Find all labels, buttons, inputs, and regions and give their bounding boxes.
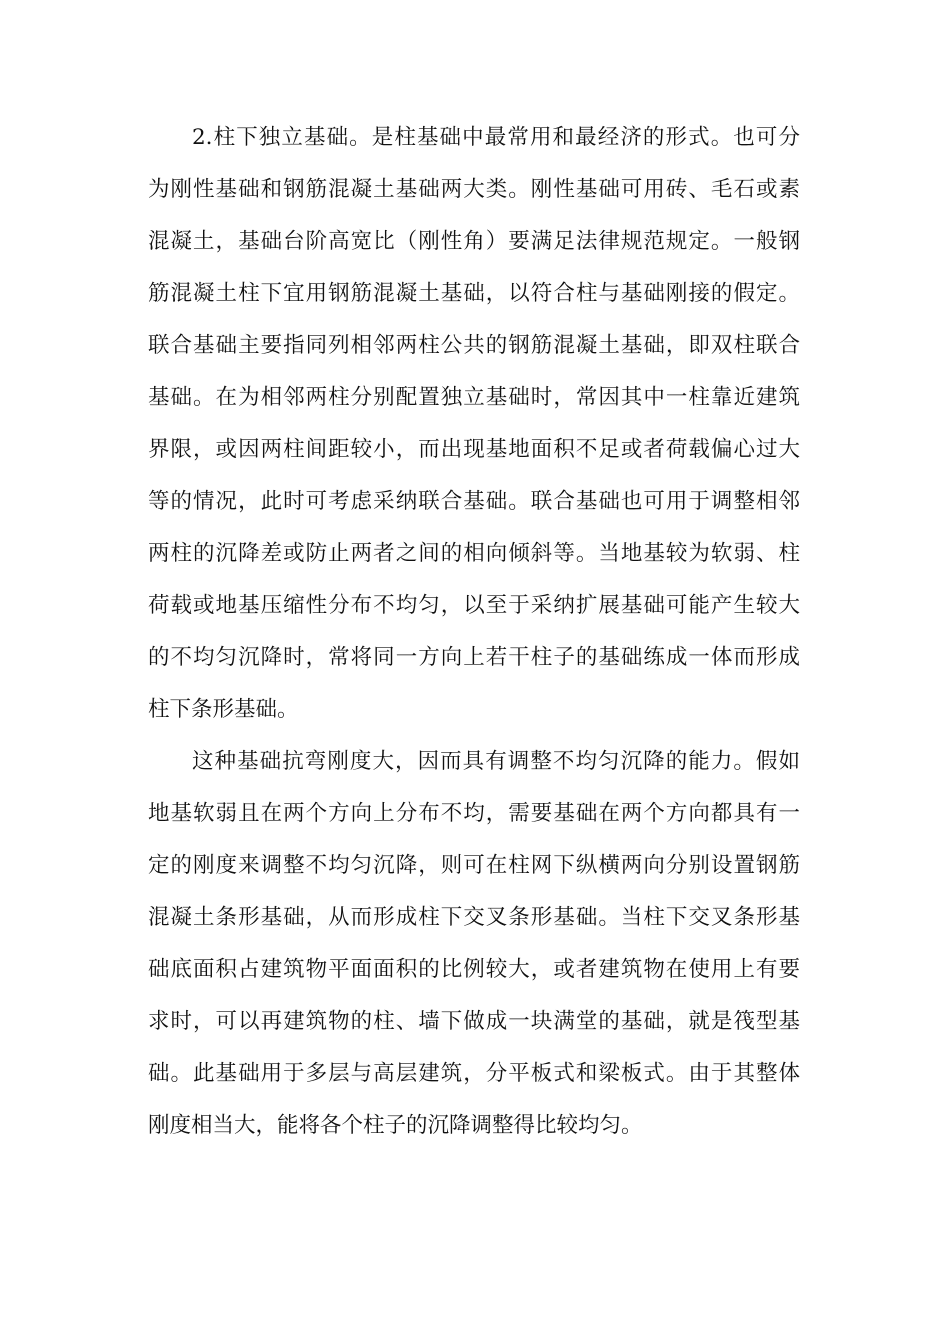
text-line: 荷载或地基压缩性分布不均匀，以至于采纳扩展基础可能产生较大 — [148, 593, 800, 618]
text-line: 柱下条形基础。 — [148, 697, 299, 722]
text-line: 础。此基础用于多层与高层建筑，分平板式和梁板式。由于其整体 — [148, 1061, 800, 1086]
text-line: 两柱的沉降差或防止两者之间的相向倾斜等。当地基较为软弱、柱 — [148, 541, 800, 566]
text-line: 的不均匀沉降时，常将同一方向上若干柱子的基础练成一体而形成 — [148, 645, 800, 670]
text-line: 刚度相当大，能将各个柱子的沉降调整得比较均匀。 — [148, 1113, 643, 1138]
text-line: 定的刚度来调整不均匀沉降，则可在柱网下纵横两向分别设置钢筋 — [148, 853, 800, 878]
text-line: 混凝土，基础台阶高宽比（刚性角）要满足法律规范规定。一般钢 — [148, 229, 800, 254]
text-line: 筋混凝土柱下宜用钢筋混凝土基础，以符合柱与基础刚接的假定。 — [148, 281, 800, 306]
text-line: 础底面积占建筑物平面面积的比例较大，或者建筑物在使用上有要 — [148, 957, 800, 982]
text-line: 混凝土条形基础，从而形成柱下交叉条形基础。当柱下交叉条形基 — [148, 905, 800, 930]
text-line: 求时，可以再建筑物的柱、墙下做成一块满堂的基础，就是筏型基 — [148, 1009, 800, 1034]
text-line: 等的情况，此时可考虑采纳联合基础。联合基础也可用于调整相邻 — [148, 489, 800, 514]
text-line: 为刚性基础和钢筋混凝土基础两大类。刚性基础可用砖、毛石或素 — [148, 177, 800, 202]
text-line: 地基软弱且在两个方向上分布不均，需要基础在两个方向都具有一 — [148, 801, 800, 826]
text-line: 联合基础主要指同列相邻两柱公共的钢筋混凝土基础，即双柱联合 — [148, 333, 800, 358]
text-line: 界限，或因两柱间距较小，而出现基地面积不足或者荷载偏心过大 — [148, 437, 800, 462]
text-line: 2.柱下独立基础。是柱基础中最常用和最经济的形式。也可分 — [192, 125, 800, 150]
text-line: 基础。在为相邻两柱分别配置独立基础时，常因其中一柱靠近建筑 — [148, 385, 800, 410]
text-line: 这种基础抗弯刚度大，因而具有调整不均匀沉降的能力。假如 — [192, 749, 800, 774]
